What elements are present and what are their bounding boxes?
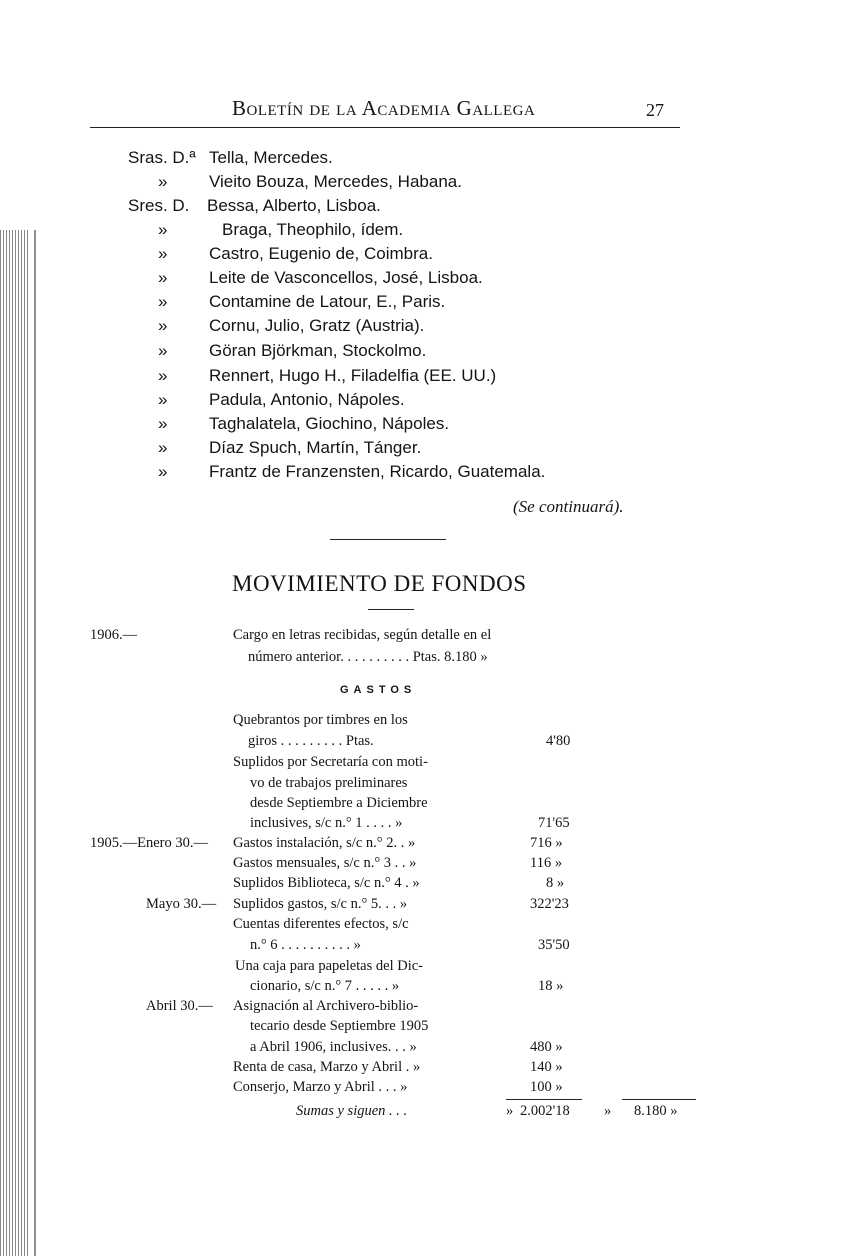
entry-amount: 8 » [546, 875, 565, 891]
member-prefix: Sras. D.ª [128, 148, 196, 167]
entry-line: tecario desde Septiembre 1905 [250, 1018, 429, 1034]
entry-line: cionario, s/c n.° 7 . . . . . » [250, 978, 400, 994]
member-prefix: » [158, 220, 168, 239]
entry-line: Gastos instalación, s/c n.° 2. . » [233, 835, 416, 851]
entry-amount: 140 » [530, 1059, 563, 1075]
member-prefix: » [158, 390, 168, 409]
entry-line: n.° 6 . . . . . . . . . . » [250, 937, 361, 953]
entry-line: inclusives, s/c n.° 1 . . . . » [250, 815, 403, 831]
entry-date: 1905.—Enero 30.— [90, 835, 208, 851]
entry-line: Suplidos Biblioteca, s/c n.° 4 . » [233, 875, 420, 891]
entry-line: Cuentas diferentes efectos, s/c [233, 916, 409, 932]
member-prefix: » [158, 414, 168, 433]
member-name: Contamine de Latour, E., Paris. [209, 292, 446, 311]
sum-rule-gastos [506, 1099, 582, 1100]
entry-line: Conserjo, Marzo y Abril . . . » [233, 1079, 408, 1095]
entry-line: Quebrantos por timbres en los [233, 712, 408, 728]
entry-date: Mayo 30.— [146, 896, 217, 912]
member-name: Vieito Bouza, Mercedes, Habana. [209, 172, 462, 191]
entry-date: Abril 30.— [146, 998, 213, 1014]
sum-rule-cargo [622, 1099, 696, 1100]
sumas-mark: » [604, 1103, 612, 1119]
entry-line: desde Septiembre a Diciembre [250, 795, 428, 811]
member-name: Göran Björkman, Stockolmo. [209, 341, 427, 360]
sumas-cargo-total: 8.180 » [634, 1103, 678, 1119]
page-number: 27 [646, 100, 664, 120]
entry-amount: 480 » [530, 1039, 563, 1055]
member-name: Bessa, Alberto, Lisboa. [207, 196, 381, 215]
header-rule [90, 127, 680, 128]
sumas-mark: » [506, 1103, 514, 1119]
section-divider [330, 539, 446, 540]
entry-line: Gastos mensuales, s/c n.° 3 . . » [233, 855, 417, 871]
entry-line: Suplidos gastos, s/c n.° 5. . . » [233, 896, 408, 912]
entry-amount: 100 » [530, 1079, 563, 1095]
sumas-label: Sumas y siguen . . . [296, 1103, 408, 1119]
member-prefix: » [158, 462, 168, 481]
member-name: Castro, Eugenio de, Coimbra. [209, 244, 433, 263]
entry-amount: 18 » [538, 978, 564, 994]
member-name: Leite de Vasconcellos, José, Lisboa. [209, 268, 483, 287]
member-prefix: » [158, 438, 168, 457]
cargo-date: 1906.— [90, 627, 138, 643]
member-name: Taghalatela, Giochino, Nápoles. [209, 414, 450, 433]
member-name: Frantz de Franzensten, Ricardo, Guatemala. [209, 462, 546, 481]
cargo-line: Cargo en letras recibidas, según detalle en el [233, 627, 492, 643]
member-prefix: » [158, 341, 168, 360]
entry-amount: 4'80 [546, 733, 571, 749]
member-prefix: » [158, 268, 168, 287]
entry-line: Renta de casa, Marzo y Abril . » [233, 1059, 421, 1075]
member-prefix: » [158, 366, 168, 385]
book-spine-edge [34, 230, 36, 1256]
member-prefix: » [158, 244, 168, 263]
member-prefix: » [158, 292, 168, 311]
entry-line: a Abril 1906, inclusives. . . » [250, 1039, 417, 1055]
member-name: Braga, Theophilo, ídem. [222, 220, 404, 239]
member-name: Díaz Spuch, Martín, Tánger. [209, 438, 422, 457]
entry-line: Suplidos por Secretaría con moti- [233, 754, 428, 770]
entry-amount: 71'65 [538, 815, 570, 831]
entry-line: vo de trabajos preliminares [250, 775, 408, 791]
book-spine-shadow [0, 230, 30, 1256]
entry-line: giros . . . . . . . . . Ptas. [248, 733, 374, 749]
entry-amount: 116 » [530, 855, 563, 871]
entry-amount: 322'23 [530, 896, 569, 912]
member-prefix: Sres. D. [128, 196, 190, 215]
entry-amount: 716 » [530, 835, 563, 851]
title-underline [368, 609, 414, 610]
member-name: Rennert, Hugo H., Filadelfia (EE. UU.) [209, 366, 497, 385]
member-prefix: » [158, 316, 168, 335]
member-name: Cornu, Julio, Gratz (Austria). [209, 316, 425, 335]
continuation-note: (Se continuará). [513, 497, 624, 516]
member-name: Padula, Antonio, Nápoles. [209, 390, 405, 409]
cargo-line: número anterior. . . . . . . . . . Ptas. 8.180 » [248, 649, 488, 665]
gastos-heading: GASTOS [340, 684, 417, 696]
entry-line: Una caja para papeletas del Dic- [235, 958, 423, 974]
member-prefix: » [158, 172, 168, 191]
running-header-title: Boletín de la Academia Gallega [232, 96, 536, 120]
entry-line: Asignación al Archivero-biblio- [233, 998, 419, 1014]
sumas-gastos-total: 2.002'18 [520, 1103, 570, 1119]
member-name: Tella, Mercedes. [209, 148, 333, 167]
entry-amount: 35'50 [538, 937, 570, 953]
section-title: MOVIMIENTO DE FONDOS [232, 571, 527, 596]
